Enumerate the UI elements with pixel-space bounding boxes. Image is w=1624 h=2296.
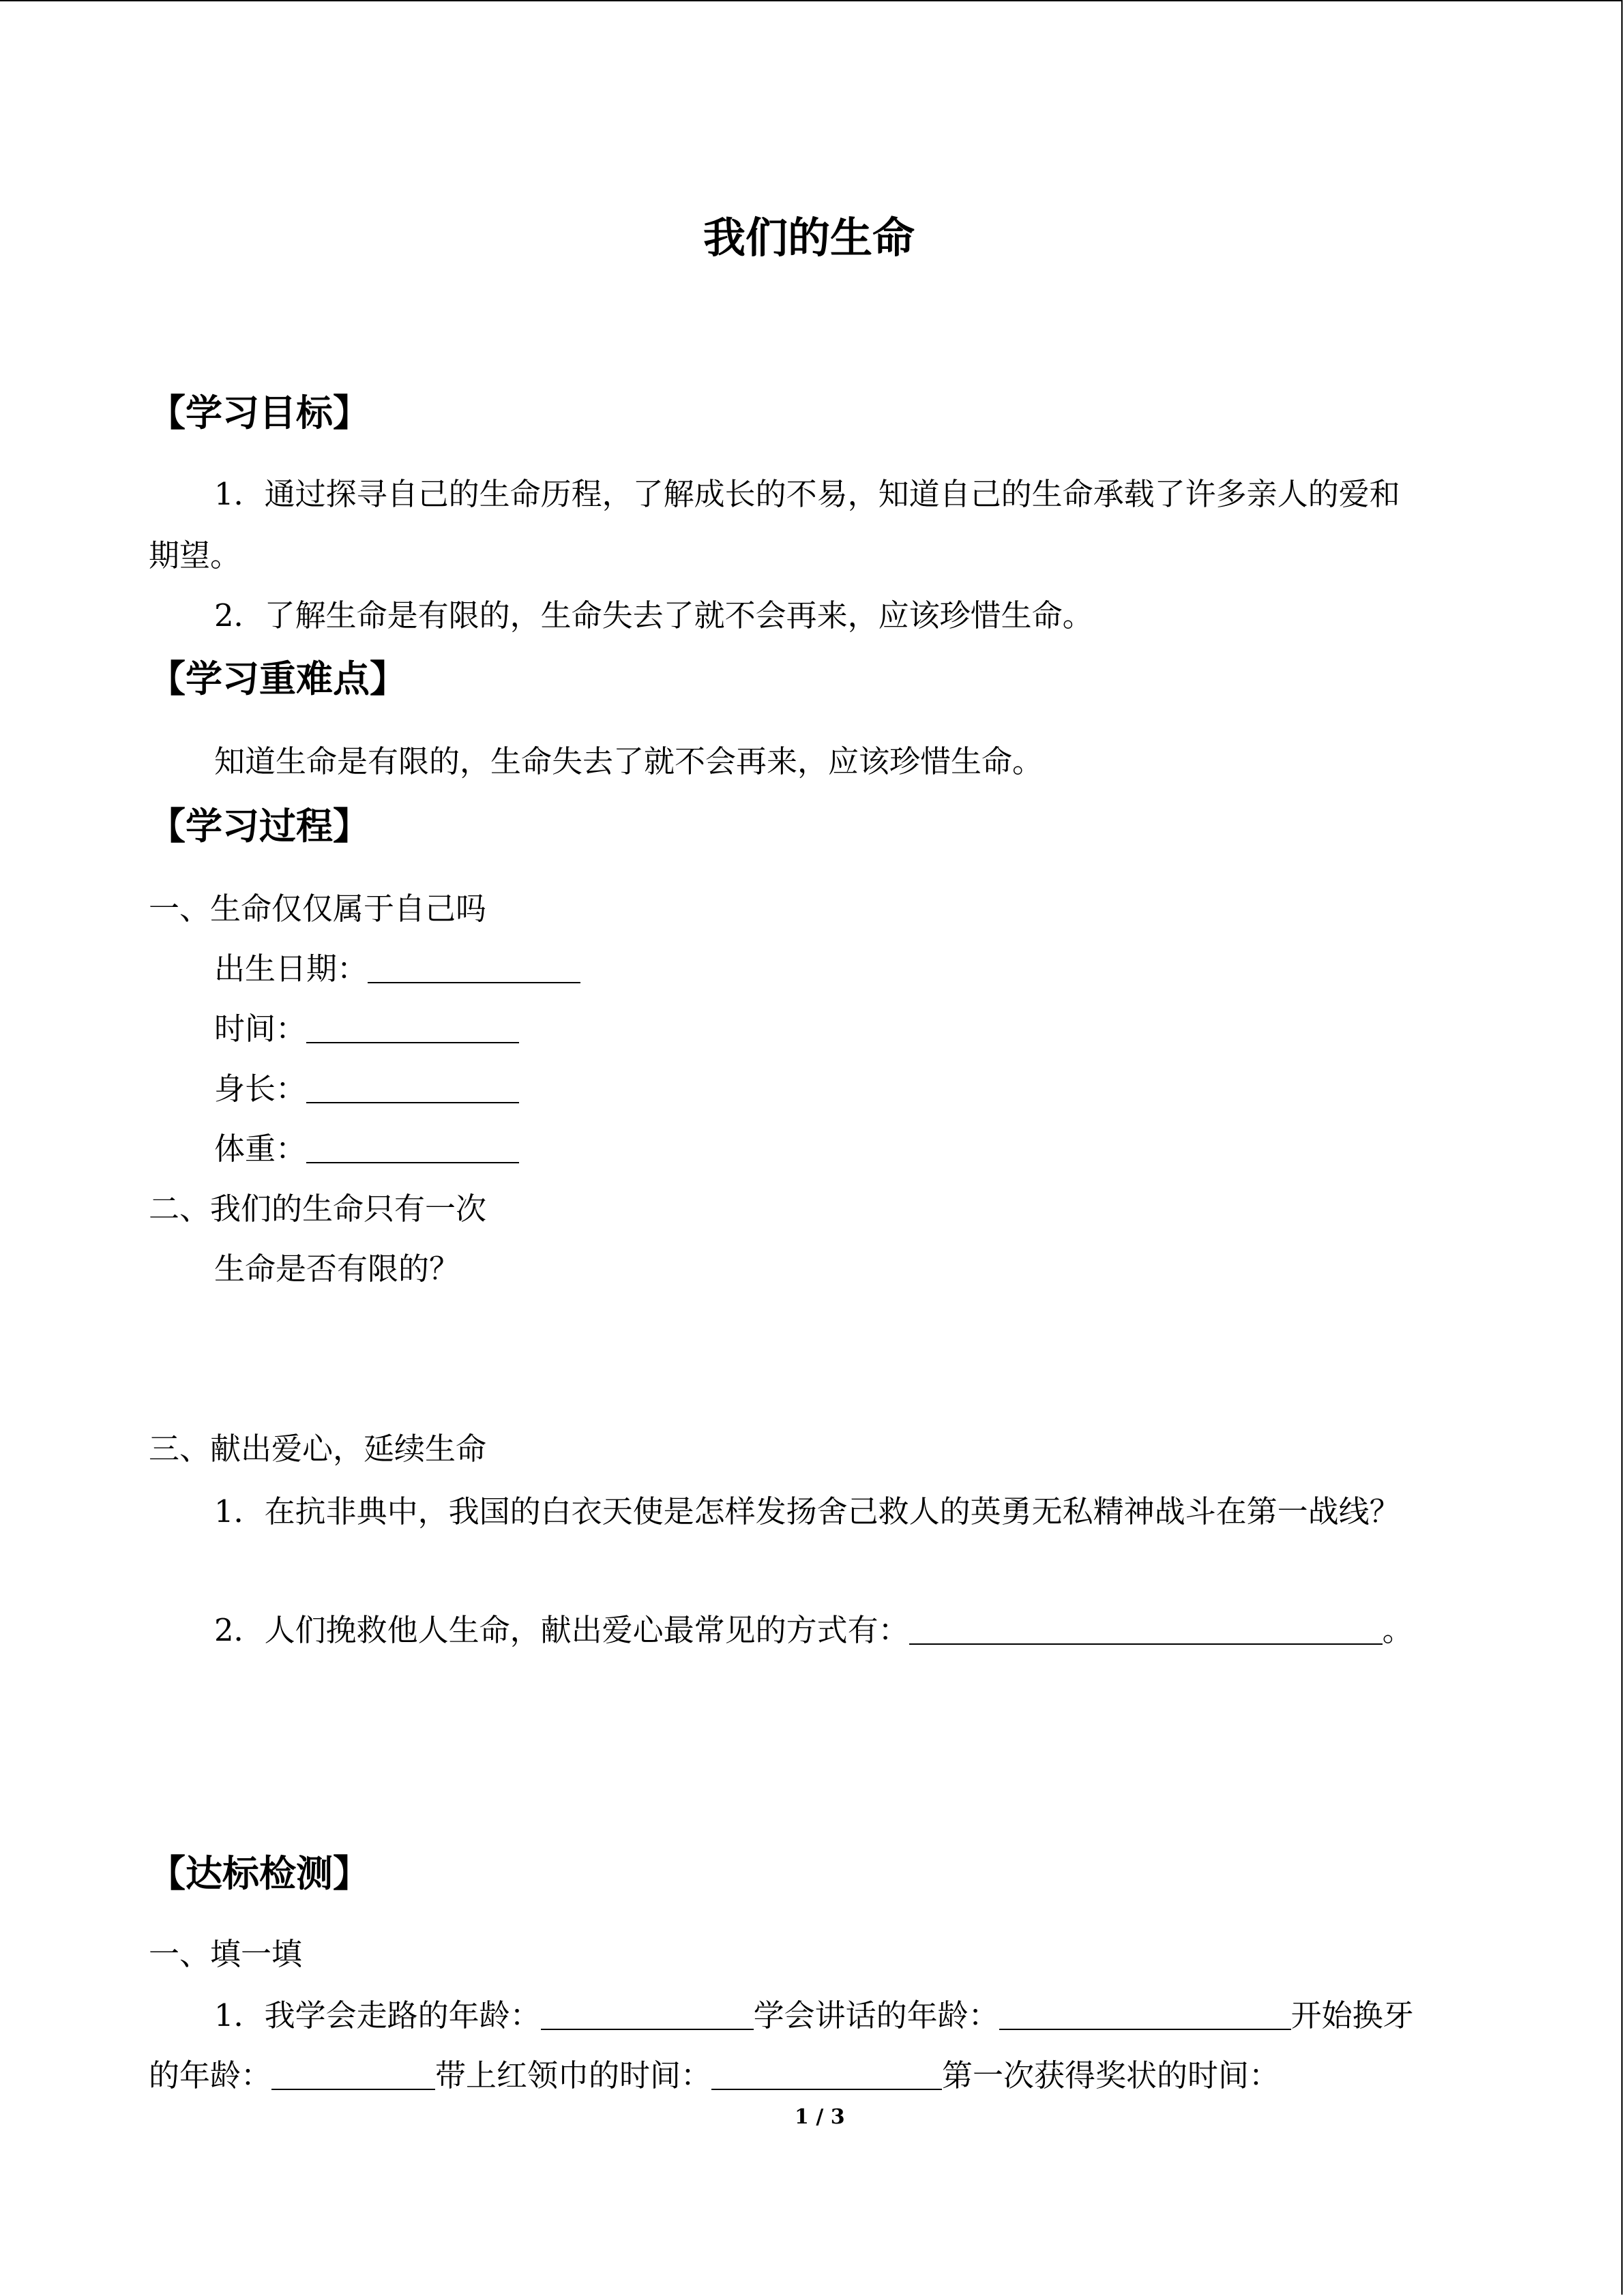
blank-line[interactable]	[711, 2061, 942, 2090]
question-text: 2．人们挽救他人生命，献出爱心最常见的方式有：	[214, 1612, 909, 1648]
assessment-question-1-line-2	[149, 2057, 1280, 2093]
process-part-3-question-2	[214, 1612, 1413, 1648]
field-label: 出生日期：	[214, 951, 368, 987]
blank-line[interactable]	[306, 1075, 519, 1103]
question-text: 的年龄：	[149, 2057, 272, 2093]
field-label: 时间：	[214, 1011, 307, 1047]
key-points-heading: 【学习重难点】	[149, 657, 407, 700]
objectives-heading: 【学习目标】	[149, 391, 370, 434]
question-text: 学会讲话的年龄：	[753, 1997, 999, 2033]
assessment-part-1-title: 一、填一填	[149, 1936, 303, 1972]
question-end: 。	[1382, 1612, 1413, 1648]
blank-line[interactable]	[271, 2061, 435, 2090]
question-text: 带上红领巾的时间：	[435, 2057, 712, 2093]
process-part-2-title: 二、我们的生命只有一次	[149, 1191, 487, 1227]
field-label: 体重：	[214, 1131, 307, 1167]
objective-item-1-line-2: 期望。	[149, 537, 241, 573]
blank-line[interactable]	[306, 1015, 519, 1043]
process-part-3-title: 三、献出爱心，延续生命	[149, 1431, 487, 1467]
blank-line[interactable]	[909, 1616, 1383, 1645]
process-part-1-title: 一、生命仅仅属于自己吗	[149, 891, 487, 927]
page-number: 1 / 3	[795, 2105, 845, 2129]
key-points-text: 知道生命是有限的，生命失去了就不会再来，应该珍惜生命。	[214, 743, 1044, 779]
field-height	[214, 1071, 519, 1107]
objective-item-2: 2．了解生命是有限的，生命失去了就不会再来，应该珍惜生命。	[214, 597, 1093, 633]
question-text: 1．我学会走路的年龄：	[214, 1997, 541, 2033]
blank-line[interactable]	[368, 955, 580, 983]
process-heading: 【学习过程】	[149, 804, 370, 848]
blank-line[interactable]	[306, 1135, 519, 1163]
blank-line[interactable]	[999, 2001, 1291, 2030]
process-part-2-question: 生命是否有限的？	[214, 1251, 460, 1287]
field-label: 身长：	[214, 1071, 307, 1107]
question-text: 开始换牙	[1290, 1997, 1414, 2033]
field-birth-date	[214, 951, 580, 987]
blank-line[interactable]	[541, 2001, 754, 2030]
objective-item-1-line-1: 1．通过探寻自己的生命历程，了解成长的不易，知道自己的生命承载了许多亲人的爱和	[214, 476, 1400, 512]
page-title: 我们的生命	[703, 213, 915, 263]
process-part-3-question-1: 1．在抗非典中，我国的白衣天使是怎样发扬舍己救人的英勇无私精神战斗在第一战线？	[214, 1493, 1400, 1530]
field-weight	[214, 1131, 519, 1167]
assessment-question-1-line-1	[214, 1997, 1414, 2033]
assessment-heading: 【达标检测】	[149, 1851, 370, 1895]
field-time	[214, 1011, 519, 1047]
question-text: 第一次获得奖状的时间：	[942, 2057, 1280, 2093]
